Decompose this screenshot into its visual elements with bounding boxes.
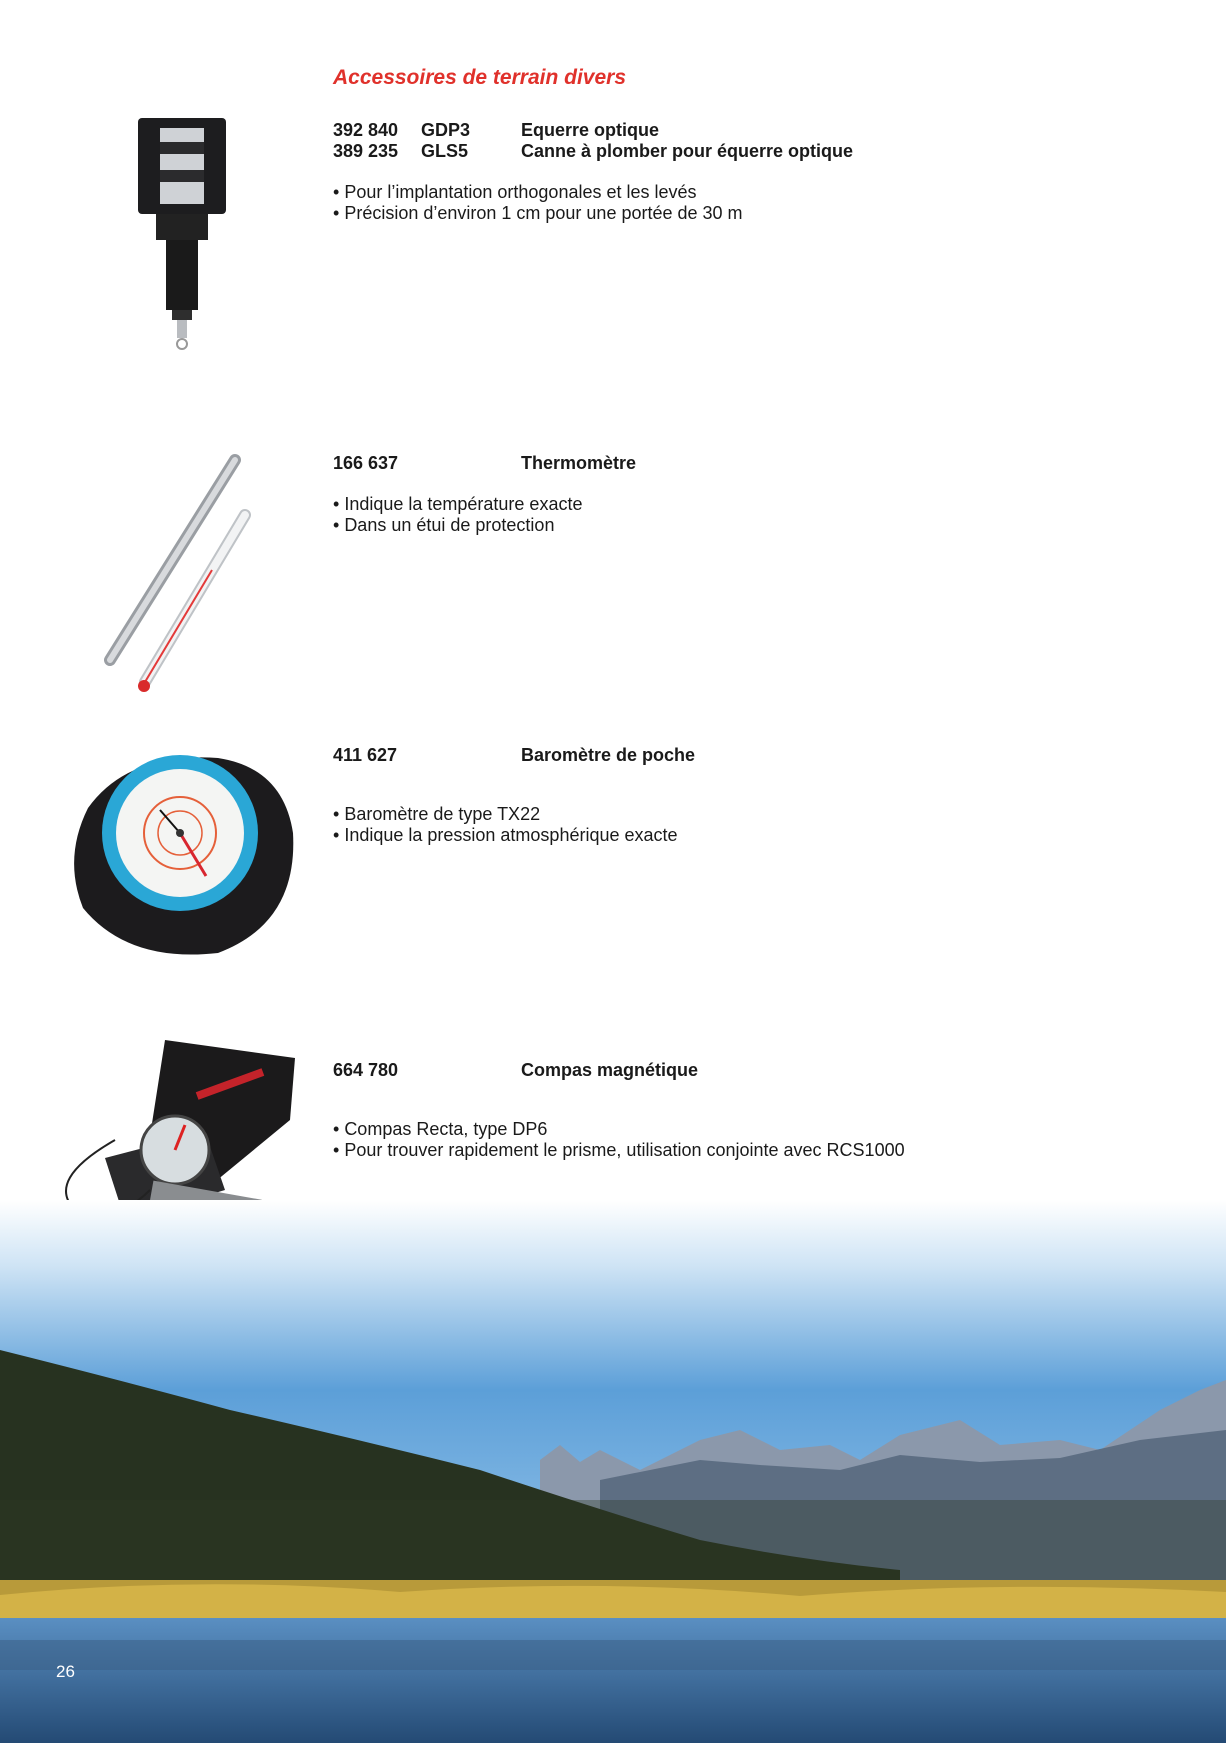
bullet-item: • Précision d’environ 1 cm pour une portée de 30 m <box>333 203 1113 224</box>
product-model <box>421 745 521 766</box>
product-row <box>333 453 1113 474</box>
product-name: Thermomètre <box>521 453 637 473</box>
thermometer-image <box>100 450 270 705</box>
product-model <box>421 453 521 474</box>
product-row <box>333 745 1113 766</box>
product-code: 411 627 <box>333 745 398 765</box>
product-model: GLS5 <box>421 141 469 161</box>
product-row <box>333 141 1113 162</box>
product-row <box>333 120 1113 141</box>
product-thermometer <box>333 453 1113 536</box>
bullet-item: • Compas Recta, type DP6 <box>333 1119 1113 1140</box>
bullet-item: • Pour trouver rapidement le prisme, utilisation conjointe avec RCS1000 <box>333 1140 1113 1161</box>
product-bullets <box>333 1119 1113 1161</box>
product-barometer <box>333 745 1113 846</box>
bullet-item: • Indique la température exacte <box>333 494 1113 515</box>
bullet-item: • Baromètre de type TX22 <box>333 804 1113 825</box>
product-model <box>421 1060 521 1081</box>
product-bullets <box>333 494 1113 536</box>
product-compass <box>333 1060 1113 1161</box>
product-name: Equerre optique <box>521 120 660 140</box>
page-number: 26 <box>56 1662 75 1681</box>
product-name: Compas magnétique <box>521 1060 699 1080</box>
product-model: GDP3 <box>421 120 471 140</box>
bullet-item: • Dans un étui de protection <box>333 515 1113 536</box>
landscape-photo <box>0 1200 1226 1743</box>
product-name: Canne à plomber pour équerre optique <box>521 141 854 161</box>
product-bullets <box>333 804 1113 846</box>
product-code: 664 780 <box>333 1060 399 1080</box>
product-bullets <box>333 182 1113 224</box>
optical-square-image <box>130 112 240 357</box>
product-row <box>333 1060 1113 1081</box>
section-title: Accessoires de terrain divers <box>333 66 626 89</box>
bullet-item: • Pour l’implantation orthogonales et les levés <box>333 182 1113 203</box>
product-optical-square <box>333 120 1113 224</box>
product-code: 389 235 <box>333 141 399 161</box>
product-code: 392 840 <box>333 120 399 140</box>
product-code: 166 637 <box>333 453 399 473</box>
product-name: Baromètre de poche <box>521 745 696 765</box>
barometer-image <box>68 748 298 963</box>
bullet-item: • Indique la pression atmosphérique exacte <box>333 825 1113 846</box>
